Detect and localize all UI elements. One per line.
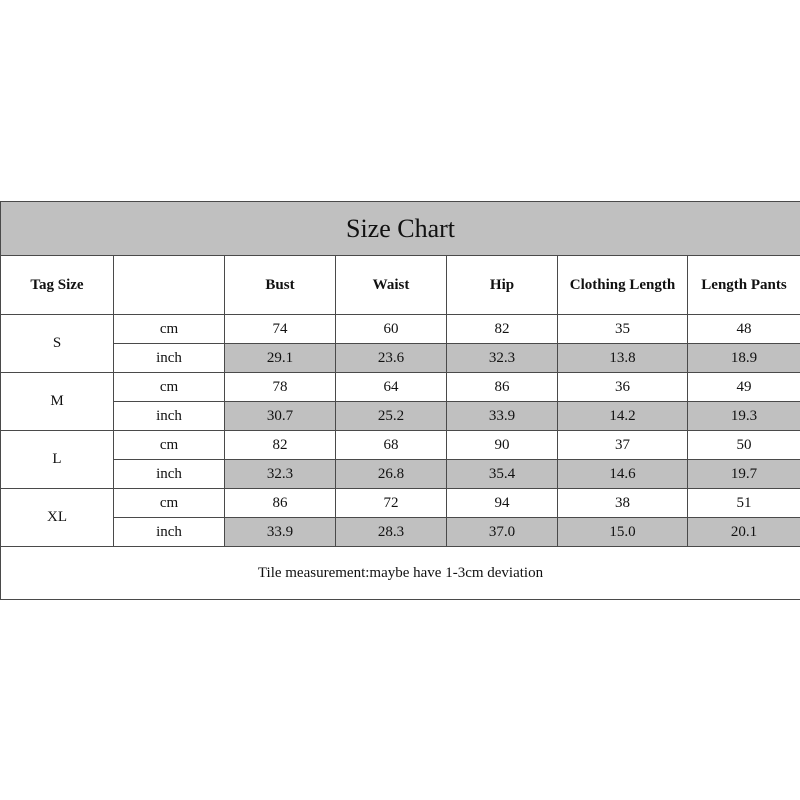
hip-inch-cell: 32.3 [447, 344, 558, 373]
header-bust: Bust [225, 256, 336, 315]
bust-inch-cell: 29.1 [225, 344, 336, 373]
header-row [1, 256, 800, 315]
bust-cm-cell: 78 [225, 373, 336, 402]
header-tag-size: Tag Size [1, 256, 114, 315]
unit-cell: inch [114, 402, 225, 431]
clothing-length-inch-cell: 14.6 [558, 460, 688, 489]
header-waist: Waist [336, 256, 447, 315]
waist-cm-cell: 68 [336, 431, 447, 460]
waist-inch-cell: 23.6 [336, 344, 447, 373]
bust-cm-cell: 82 [225, 431, 336, 460]
hip-inch-cell: 33.9 [447, 402, 558, 431]
unit-cell: inch [114, 460, 225, 489]
length-pants-cm-cell: 49 [688, 373, 800, 402]
clothing-length-cm-cell: 38 [558, 489, 688, 518]
waist-cm-cell: 60 [336, 315, 447, 344]
unit-cell: inch [114, 344, 225, 373]
hip-cm-cell: 94 [447, 489, 558, 518]
tag-size-cell: S [1, 315, 114, 373]
waist-cm-cell: 72 [336, 489, 447, 518]
length-pants-inch-cell: 18.9 [688, 344, 800, 373]
header-clothing-length: Clothing Length [558, 256, 688, 315]
hip-cm-cell: 86 [447, 373, 558, 402]
bust-cm-cell: 86 [225, 489, 336, 518]
table-row [1, 373, 800, 402]
header-unit [114, 256, 225, 315]
table-row [1, 315, 800, 344]
hip-inch-cell: 35.4 [447, 460, 558, 489]
bust-cm-cell: 74 [225, 315, 336, 344]
length-pants-cm-cell: 48 [688, 315, 800, 344]
length-pants-inch-cell: 20.1 [688, 518, 800, 547]
unit-cell: cm [114, 489, 225, 518]
bust-inch-cell: 30.7 [225, 402, 336, 431]
clothing-length-inch-cell: 13.8 [558, 344, 688, 373]
unit-cell: cm [114, 315, 225, 344]
clothing-length-inch-cell: 15.0 [558, 518, 688, 547]
note-row [1, 547, 800, 600]
waist-inch-cell: 25.2 [336, 402, 447, 431]
table-row [1, 402, 800, 431]
unit-cell: cm [114, 431, 225, 460]
bust-inch-cell: 32.3 [225, 460, 336, 489]
hip-inch-cell: 37.0 [447, 518, 558, 547]
table-row [1, 344, 800, 373]
table-row [1, 518, 800, 547]
header-length-pants: Length Pants [688, 256, 800, 315]
clothing-length-cm-cell: 37 [558, 431, 688, 460]
waist-inch-cell: 26.8 [336, 460, 447, 489]
unit-cell: inch [114, 518, 225, 547]
bust-inch-cell: 33.9 [225, 518, 336, 547]
table-row [1, 431, 800, 460]
clothing-length-cm-cell: 35 [558, 315, 688, 344]
length-pants-inch-cell: 19.7 [688, 460, 800, 489]
header-hip: Hip [447, 256, 558, 315]
measurement-note: Tile measurement:maybe have 1-3cm deviation [1, 547, 800, 600]
waist-cm-cell: 64 [336, 373, 447, 402]
tag-size-cell: L [1, 431, 114, 489]
length-pants-cm-cell: 51 [688, 489, 800, 518]
hip-cm-cell: 82 [447, 315, 558, 344]
tag-size-cell: M [1, 373, 114, 431]
clothing-length-inch-cell: 14.2 [558, 402, 688, 431]
length-pants-inch-cell: 19.3 [688, 402, 800, 431]
waist-inch-cell: 28.3 [336, 518, 447, 547]
clothing-length-cm-cell: 36 [558, 373, 688, 402]
chart-title: Size Chart [1, 202, 800, 256]
hip-cm-cell: 90 [447, 431, 558, 460]
table-row [1, 489, 800, 518]
size-chart-table [0, 201, 800, 600]
tag-size-cell: XL [1, 489, 114, 547]
unit-cell: cm [114, 373, 225, 402]
table-row [1, 460, 800, 489]
length-pants-cm-cell: 50 [688, 431, 800, 460]
